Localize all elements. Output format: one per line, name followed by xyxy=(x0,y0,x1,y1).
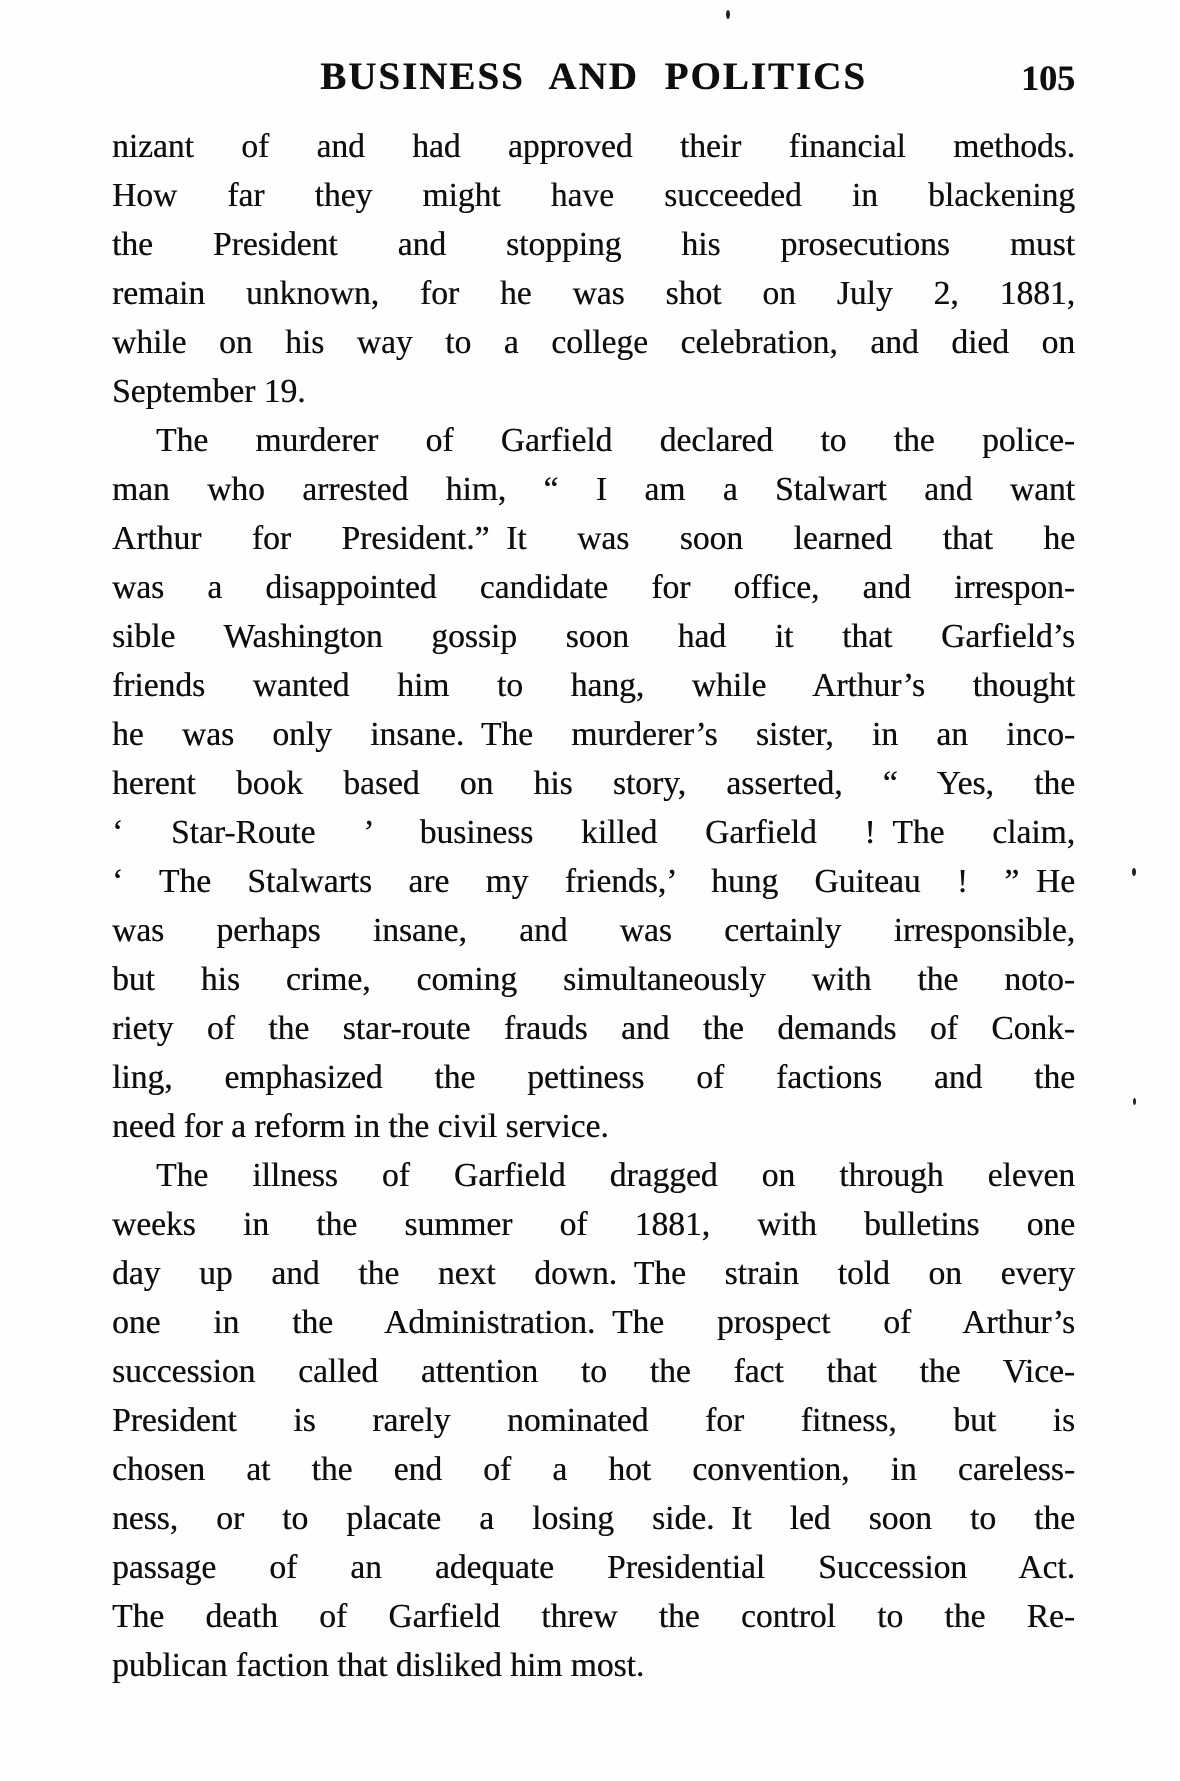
chapter-title: BUSINESS AND POLITICS xyxy=(320,55,867,98)
running-header xyxy=(112,54,1075,106)
text-line: ness, or to placate a losing side. It led soon to the xyxy=(112,1500,1075,1537)
page-body xyxy=(112,122,1075,1690)
scan-artifact xyxy=(1133,1098,1136,1105)
text-line: weeks in the summer of 1881, with bulletins one xyxy=(112,1206,1075,1243)
text-line: ‘ Star-Route ’ business killed Garfield ! The claim, xyxy=(112,814,1075,851)
text-line: President is rarely nominated for fitness, but is xyxy=(112,1402,1075,1439)
text-line: chosen at the end of a hot convention, in careless- xyxy=(112,1451,1075,1488)
text-line: day up and the next down. The strain told on every xyxy=(112,1255,1075,1292)
text-line: one in the Administration. The prospect of Arthur’s xyxy=(112,1304,1075,1341)
scan-artifact xyxy=(726,10,730,19)
text-line: while on his way to a college celebration, and died on xyxy=(112,324,1075,361)
paragraph xyxy=(112,416,1075,1151)
text-line: herent book based on his story, asserted, “ Yes, the xyxy=(112,765,1075,802)
scan-artifact xyxy=(1132,868,1136,876)
text-line: need for a reform in the civil service. xyxy=(112,1108,609,1145)
text-line: nizant of and had approved their financial methods. xyxy=(112,128,1075,165)
text-line: was perhaps insane, and was certainly irresponsible, xyxy=(112,912,1075,949)
paragraph xyxy=(112,122,1075,416)
text-line: was a disappointed candidate for office, and irrespon- xyxy=(112,569,1075,606)
text-line: succession called attention to the fact that the Vice- xyxy=(112,1353,1075,1390)
paragraph xyxy=(112,1151,1075,1690)
text-line: sible Washington gossip soon had it that Garfield’s xyxy=(112,618,1075,655)
text-line: The death of Garfield threw the control to the Re- xyxy=(112,1598,1075,1635)
text-line: The murderer of Garfield declared to the police- xyxy=(156,422,1075,459)
text-line: Arthur for President.” It was soon learned that he xyxy=(112,520,1075,557)
text-line: he was only insane. The murderer’s sister, in an inco- xyxy=(112,716,1075,753)
text-line: How far they might have succeeded in blackening xyxy=(112,177,1075,214)
text-line: ling, emphasized the pettiness of factions and the xyxy=(112,1059,1075,1096)
text-line: friends wanted him to hang, while Arthur’s thought xyxy=(112,667,1075,704)
text-line: publican faction that disliked him most. xyxy=(112,1647,645,1684)
text-line: September 19. xyxy=(112,373,306,410)
text-line: the President and stopping his prosecutions must xyxy=(112,226,1075,263)
text-line: but his crime, coming simultaneously with the noto- xyxy=(112,961,1075,998)
text-line: man who arrested him, “ I am a Stalwart and want xyxy=(112,471,1075,508)
text-line: remain unknown, for he was shot on July 2, 1881, xyxy=(112,275,1075,312)
text-line: The illness of Garfield dragged on through eleven xyxy=(156,1157,1075,1194)
text-line: passage of an adequate Presidential Succession Act. xyxy=(112,1549,1075,1586)
text-line: ‘ The Stalwarts are my friends,’ hung Guiteau ! ” He xyxy=(112,863,1075,900)
text-line: riety of the star-route frauds and the demands of Conk- xyxy=(112,1010,1075,1047)
page-number: 105 xyxy=(1021,58,1075,98)
